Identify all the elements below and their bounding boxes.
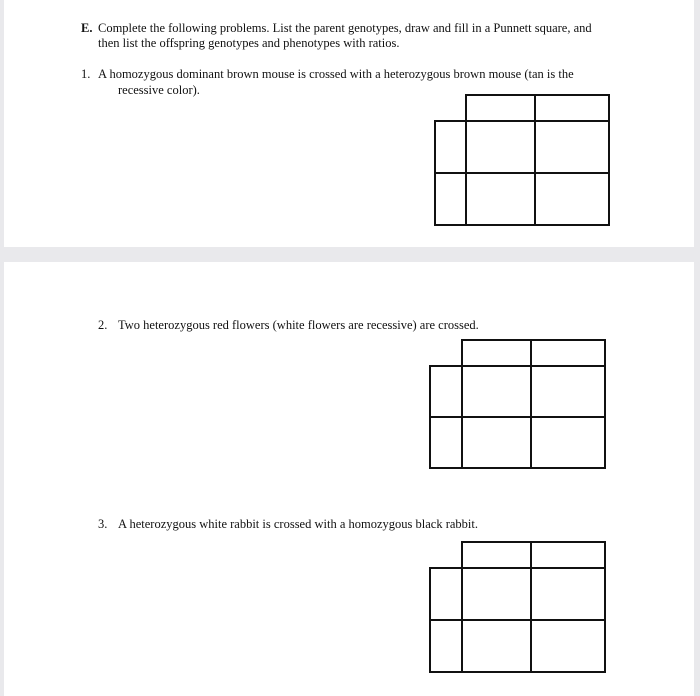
worksheet-page-1 — [4, 0, 694, 247]
problem-3-number: 3. — [98, 517, 108, 531]
problem-2-number: 2. — [98, 318, 108, 332]
problem-3-text: A heterozygous white rabbit is crossed with a homozygous black rabbit. — [118, 517, 478, 531]
problem-1-text-line2: recessive color). — [118, 83, 200, 97]
problem-1-number: 1. — [81, 67, 91, 81]
problem-1-text-line1: A homozygous dominant brown mouse is crossed with a heterozygous brown mouse (tan is the — [98, 67, 574, 81]
section-instruction-line2: then list the offspring genotypes and phenotypes with ratios. — [98, 36, 400, 50]
problem-2-text: Two heterozygous red flowers (white flowers are recessive) are crossed. — [118, 318, 479, 332]
worksheet-page-2 — [4, 262, 694, 696]
section-instruction-line1: Complete the following problems. List the parent genotypes, draw and fill in a Punnett square, and — [98, 21, 592, 35]
section-letter: E. — [81, 21, 93, 35]
